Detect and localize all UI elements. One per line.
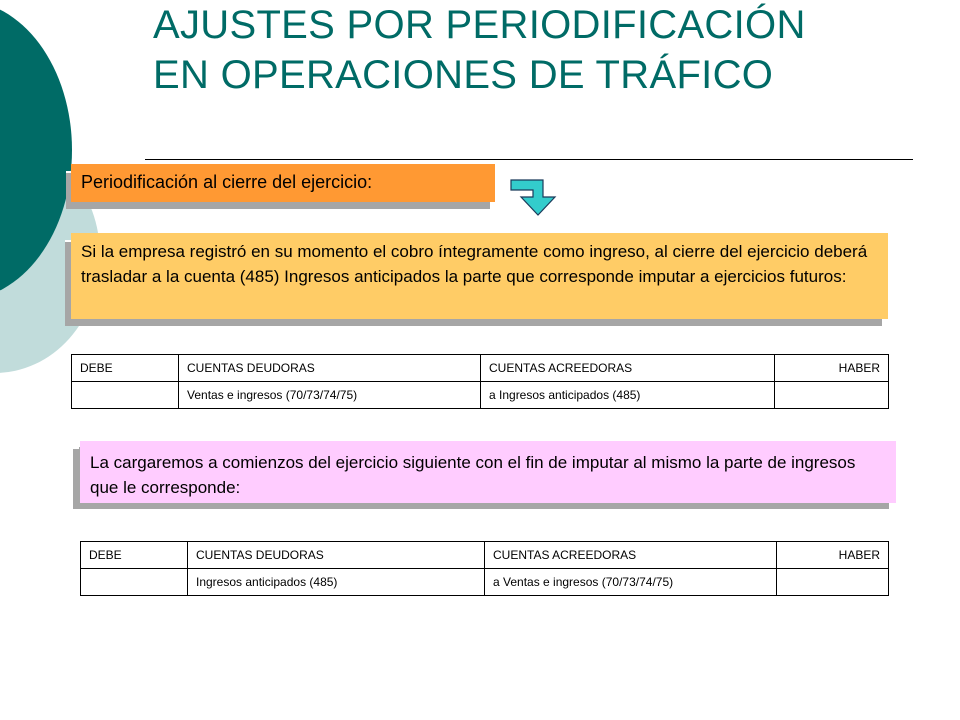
header-cuentas-deudoras: CUENTAS DEUDORAS [179, 355, 481, 382]
cell-cuenta-deudora: Ventas e ingresos (70/73/74/75) [179, 382, 481, 409]
cell-cuenta-deudora: Ingresos anticipados (485) [188, 569, 485, 596]
header-haber: HABER [777, 542, 889, 569]
header-cuentas-acreedoras: CUENTAS ACREEDORAS [485, 542, 777, 569]
title-line-2: EN OPERACIONES DE TRÁFICO [153, 53, 774, 97]
header-haber: HABER [775, 355, 889, 382]
header-debe: DEBE [81, 542, 188, 569]
header-debe: DEBE [72, 355, 179, 382]
table-row [81, 569, 889, 596]
turn-down-arrow-icon [510, 179, 558, 217]
title-line-1: AJUSTES POR PERIODIFICACIÓN [153, 3, 806, 47]
note-orange: Si la empresa registró en su momento el cobro íntegramente como ingreso, al cierre del ejercicio deberá trasladar a la cuenta (485) Ingresos anticipados la parte que corresponde imputar a ejercicios futuros: [71, 233, 888, 319]
cell-haber [775, 382, 889, 409]
journal-entry-table-1 [71, 354, 889, 409]
header-cuentas-acreedoras: CUENTAS ACREEDORAS [481, 355, 775, 382]
slide-title [153, 0, 933, 100]
cell-haber [777, 569, 889, 596]
table-row [72, 382, 889, 409]
table-header-row [81, 542, 889, 569]
header-cuentas-deudoras: CUENTAS DEUDORAS [188, 542, 485, 569]
cell-cuenta-acreedora: a Ingresos anticipados (485) [481, 382, 775, 409]
journal-entry-table-2 [80, 541, 889, 596]
note-pink: La cargaremos a comienzos del ejercicio siguiente con el fin de imputar al mismo la parte de ingresos que le corresponde: [80, 441, 896, 503]
cell-cuenta-acreedora: a Ventas e ingresos (70/73/74/75) [485, 569, 777, 596]
subtitle-box: Periodificación al cierre del ejercicio: [71, 164, 495, 202]
table-header-row [72, 355, 889, 382]
cell-debe [72, 382, 179, 409]
title-divider [145, 159, 913, 160]
cell-debe [81, 569, 188, 596]
